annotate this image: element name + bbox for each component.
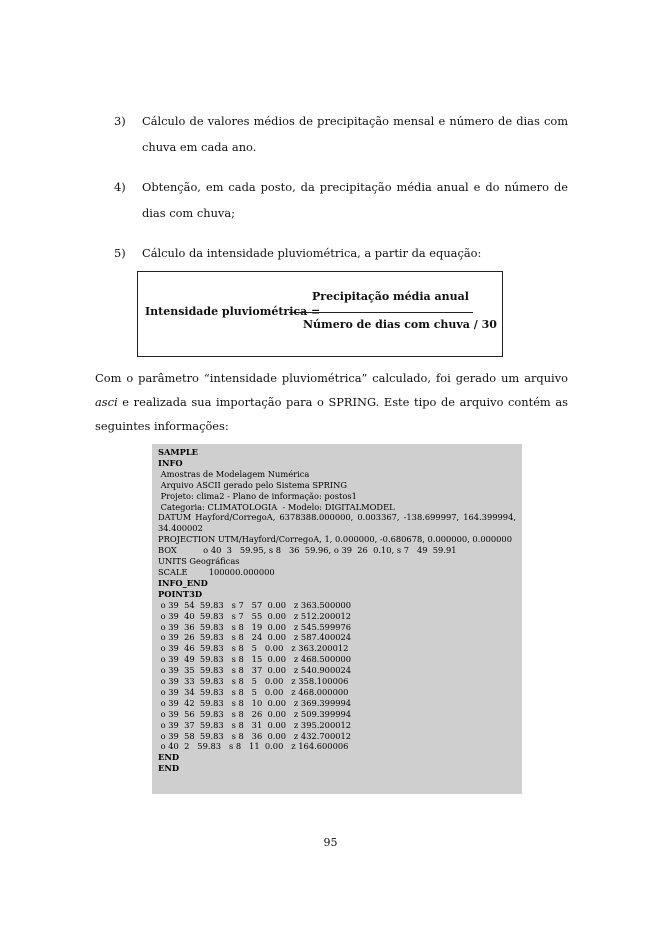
ascii-point: o 39 46 59.83 s 8 5 0.00 z 363.200012 <box>158 643 349 654</box>
ascii-point: o 39 34 59.83 s 8 5 0.00 z 468.000000 <box>158 686 349 697</box>
ascii-units: UNITS Geográficas <box>158 556 240 567</box>
list-number: 4) <box>114 180 126 194</box>
list-text: Cálculo da intensidade pluviométrica, a partir da equação: <box>142 246 482 260</box>
paragraph-text-before: Com o parâmetro “intensidade pluviométrica” calculado, foi gerado um arquivo <box>95 371 568 385</box>
ascii-point: o 39 33 59.83 s 8 5 0.00 z 358.100006 <box>158 676 349 687</box>
ascii-point: o 39 37 59.83 s 8 31 0.00 z 395.200012 <box>158 719 352 730</box>
ascii-point: o 39 42 59.83 s 8 10 0.00 z 369.399994 <box>158 697 352 708</box>
ascii-box: BOX o 40 3 59.95, s 8 36 59.96, o 39 26 0.10, s 7 49 59.91 <box>158 545 457 556</box>
ascii-point: o 39 40 59.83 s 7 55 0.00 z 512.200012 <box>158 610 352 621</box>
ascii-info-end: INFO_END <box>158 577 208 588</box>
list-item <box>96 240 568 266</box>
ascii-point: o 39 56 59.83 s 8 26 0.00 z 509.399994 <box>158 708 352 719</box>
equation-label: Intensidade pluviométrica = <box>145 305 321 318</box>
paragraph-text-after: e realizada sua importação para o SPRING. Este tipo de arquivo contém as seguintes informações: <box>95 395 568 433</box>
list-number: 5) <box>114 246 126 260</box>
paragraph-italic: asci <box>95 395 118 409</box>
ascii-sample: SAMPLE <box>158 447 199 457</box>
ascii-info-line: Projeto: clima2 - Plano de informação: postos1 <box>158 490 357 501</box>
ascii-point: o 39 54 59.83 s 7 57 0.00 z 363.500000 <box>158 599 352 610</box>
list-item <box>96 174 568 226</box>
ascii-point: o 40 2 59.83 s 8 11 0.00 z 164.600006 <box>158 741 349 752</box>
ascii-info-line: Arquivo ASCII gerado pelo Sistema SPRING <box>158 479 347 490</box>
page-number: 95 <box>323 836 338 849</box>
fraction-bar <box>289 312 473 313</box>
ascii-point: o 39 49 59.83 s 8 15 0.00 z 468.500000 <box>158 654 352 665</box>
equation-numerator: Precipitação média anual <box>312 290 469 303</box>
ascii-datum: DATUM Hayford/CorregoA, 6378388.000000, 0.003367, -138.699997, 164.399994, 34.400002 <box>158 512 516 534</box>
ascii-point: o 39 35 59.83 s 8 37 0.00 z 540.900024 <box>158 665 352 676</box>
ascii-scale: SCALE 100000.000000 <box>158 566 275 577</box>
ascii-point: o 39 36 59.83 s 8 19 0.00 z 545.599976 <box>158 621 352 632</box>
body-paragraph <box>95 366 568 438</box>
equation-box <box>137 271 503 357</box>
numbered-list <box>96 108 568 280</box>
equation-denominator: Número de dias com chuva / 30 <box>303 318 497 331</box>
ascii-info-line: Categoria: CLIMATOLOGIA - Modelo: DIGITALMODEL <box>158 501 395 512</box>
ascii-info-line: Amostras de Modelagem Numérica <box>158 468 310 479</box>
list-item <box>96 108 568 160</box>
list-text: Obtenção, em cada posto, da precipitação média anual e do número de dias com chuva; <box>142 180 568 220</box>
list-text: Cálculo de valores médios de precipitação mensal e número de dias com chuva em cada ano. <box>142 114 568 154</box>
ascii-point3d: POINT3D <box>158 588 203 599</box>
ascii-point: o 39 26 59.83 s 8 24 0.00 z 587.400024 <box>158 632 352 643</box>
ascii-info: INFO <box>158 457 183 468</box>
list-number: 3) <box>114 114 126 128</box>
ascii-projection: PROJECTION UTM/Hayford/CorregoA, 1, 0.000000, -0.680678, 0.000000, 0.000000 <box>158 534 512 545</box>
ascii-point: o 39 58 59.83 s 8 36 0.00 z 432.700012 <box>158 730 352 741</box>
ascii-end: END <box>158 763 180 774</box>
ascii-end: END <box>158 752 180 763</box>
ascii-file-listing <box>152 444 522 794</box>
